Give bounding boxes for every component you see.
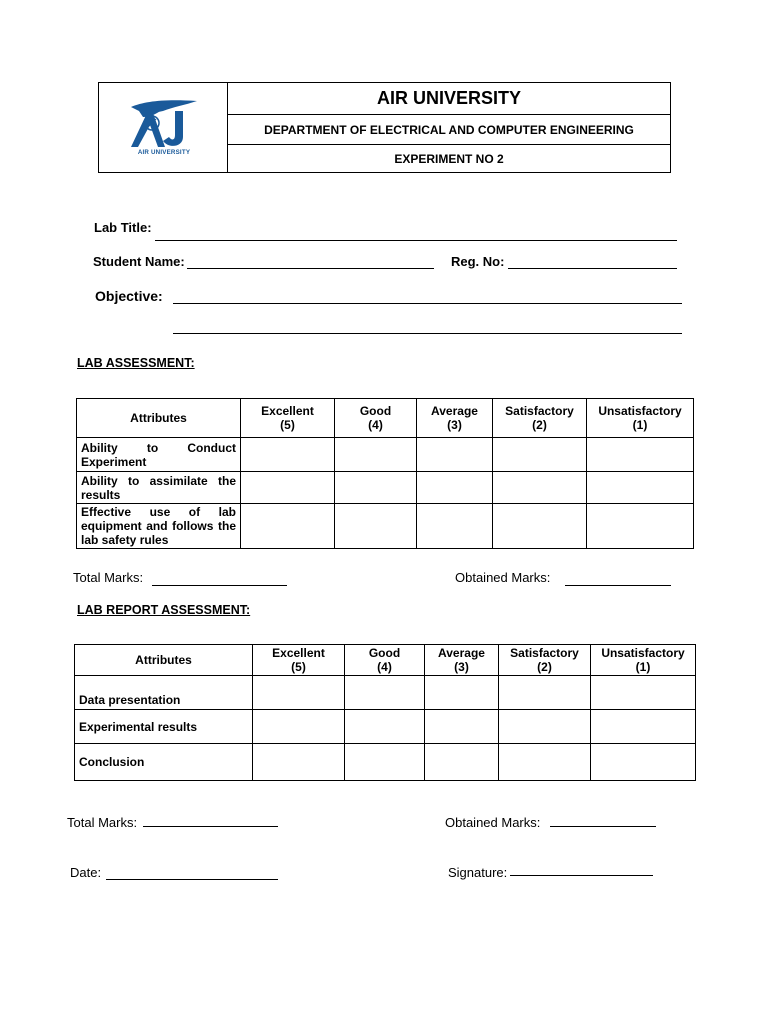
row-attribute: Data presentation [75, 676, 253, 710]
report-obtained-marks-label: Obtained Marks: [445, 815, 541, 830]
row-attribute: Experimental results [75, 710, 253, 744]
report-total-marks-field[interactable] [143, 826, 278, 827]
header-excellent: Excellent (5) [241, 399, 335, 438]
report-obtained-marks-field[interactable] [550, 826, 656, 827]
header-satisfactory: Satisfactory (2) [499, 645, 591, 676]
header-unsatisfactory: Unsatisfactory (1) [591, 645, 696, 676]
score-cell[interactable] [499, 710, 591, 744]
score-cell[interactable] [335, 472, 417, 504]
table-header-row [77, 399, 694, 438]
university-name: AIR UNIVERSITY [228, 83, 670, 115]
table-row [75, 676, 696, 710]
header-attributes: Attributes [77, 399, 241, 438]
score-cell[interactable] [417, 504, 493, 549]
table-row [77, 504, 694, 549]
score-cell[interactable] [493, 504, 587, 549]
objective-field-line-2[interactable] [173, 333, 682, 334]
header-excellent: Excellent (5) [253, 645, 345, 676]
header-unsatisfactory: Unsatisfactory (1) [587, 399, 694, 438]
score-cell[interactable] [417, 472, 493, 504]
score-cell[interactable] [499, 744, 591, 781]
score-cell[interactable] [335, 438, 417, 472]
total-marks-label: Total Marks: [73, 570, 144, 585]
score-cell[interactable] [591, 676, 696, 710]
reg-no-field[interactable] [508, 268, 677, 269]
score-cell[interactable] [417, 438, 493, 472]
score-cell[interactable] [425, 744, 499, 781]
obtained-marks-label: Obtained Marks: [455, 570, 551, 585]
total-marks-field[interactable] [152, 585, 287, 586]
air-university-logo [125, 97, 201, 151]
score-cell[interactable] [587, 504, 694, 549]
date-label: Date: [70, 865, 102, 880]
signature-field[interactable] [510, 875, 653, 876]
score-cell[interactable] [241, 504, 335, 549]
header-good: Good (4) [335, 399, 417, 438]
score-cell[interactable] [345, 710, 425, 744]
header-average: Average (3) [417, 399, 493, 438]
row-attribute: Effective use of lab equipment and follows the lab safety rules [77, 504, 241, 549]
student-name-field[interactable] [187, 268, 434, 269]
row-attribute: Ability to Conduct Experiment [77, 438, 241, 472]
objective-field-line-1[interactable] [173, 303, 682, 304]
row-attribute: Ability to assimilate the results [77, 472, 241, 504]
date-field[interactable] [106, 879, 278, 880]
score-cell[interactable] [591, 744, 696, 781]
obtained-marks-field[interactable] [565, 585, 671, 586]
score-cell[interactable] [345, 676, 425, 710]
row-attribute: Conclusion [75, 744, 253, 781]
table-header-row [75, 645, 696, 676]
logo-text: AIR UNIVERSITY [137, 149, 191, 156]
department-name: DEPARTMENT OF ELECTRICAL AND COMPUTER ENGINEERING [228, 115, 670, 145]
report-total-marks-label: Total Marks: [67, 815, 138, 830]
score-cell[interactable] [345, 744, 425, 781]
score-cell[interactable] [425, 676, 499, 710]
score-cell[interactable] [591, 710, 696, 744]
score-cell[interactable] [241, 438, 335, 472]
table-row [75, 710, 696, 744]
score-cell[interactable] [253, 676, 345, 710]
score-cell[interactable] [493, 438, 587, 472]
header-good: Good (4) [345, 645, 425, 676]
objective-label: Objective: [95, 288, 163, 304]
score-cell[interactable] [335, 504, 417, 549]
header-average: Average (3) [425, 645, 499, 676]
score-cell[interactable] [253, 744, 345, 781]
score-cell[interactable] [425, 710, 499, 744]
signature-label: Signature: [448, 865, 508, 880]
reg-no-label: Reg. No: [451, 254, 505, 269]
student-name-label: Student Name: [93, 254, 185, 269]
lab-title-field[interactable] [155, 240, 677, 241]
lab-assessment-title: LAB ASSESSMENT: [77, 356, 195, 370]
header-box [98, 82, 671, 173]
lab-title-label: Lab Title: [94, 220, 152, 235]
experiment-number: EXPERIMENT NO 2 [394, 151, 504, 166]
score-cell[interactable] [587, 438, 694, 472]
score-cell[interactable] [241, 472, 335, 504]
lab-report-assessment-table [74, 644, 696, 781]
table-row [77, 438, 694, 472]
lab-assessment-table [76, 398, 694, 549]
score-cell[interactable] [587, 472, 694, 504]
header-satisfactory: Satisfactory (2) [493, 399, 587, 438]
table-row [75, 744, 696, 781]
header-attributes: Attributes [75, 645, 253, 676]
score-cell[interactable] [499, 676, 591, 710]
score-cell[interactable] [493, 472, 587, 504]
score-cell[interactable] [253, 710, 345, 744]
logo-cell [99, 83, 228, 172]
lab-report-assessment-title: LAB REPORT ASSESSMENT: [77, 603, 251, 617]
table-row [77, 472, 694, 504]
